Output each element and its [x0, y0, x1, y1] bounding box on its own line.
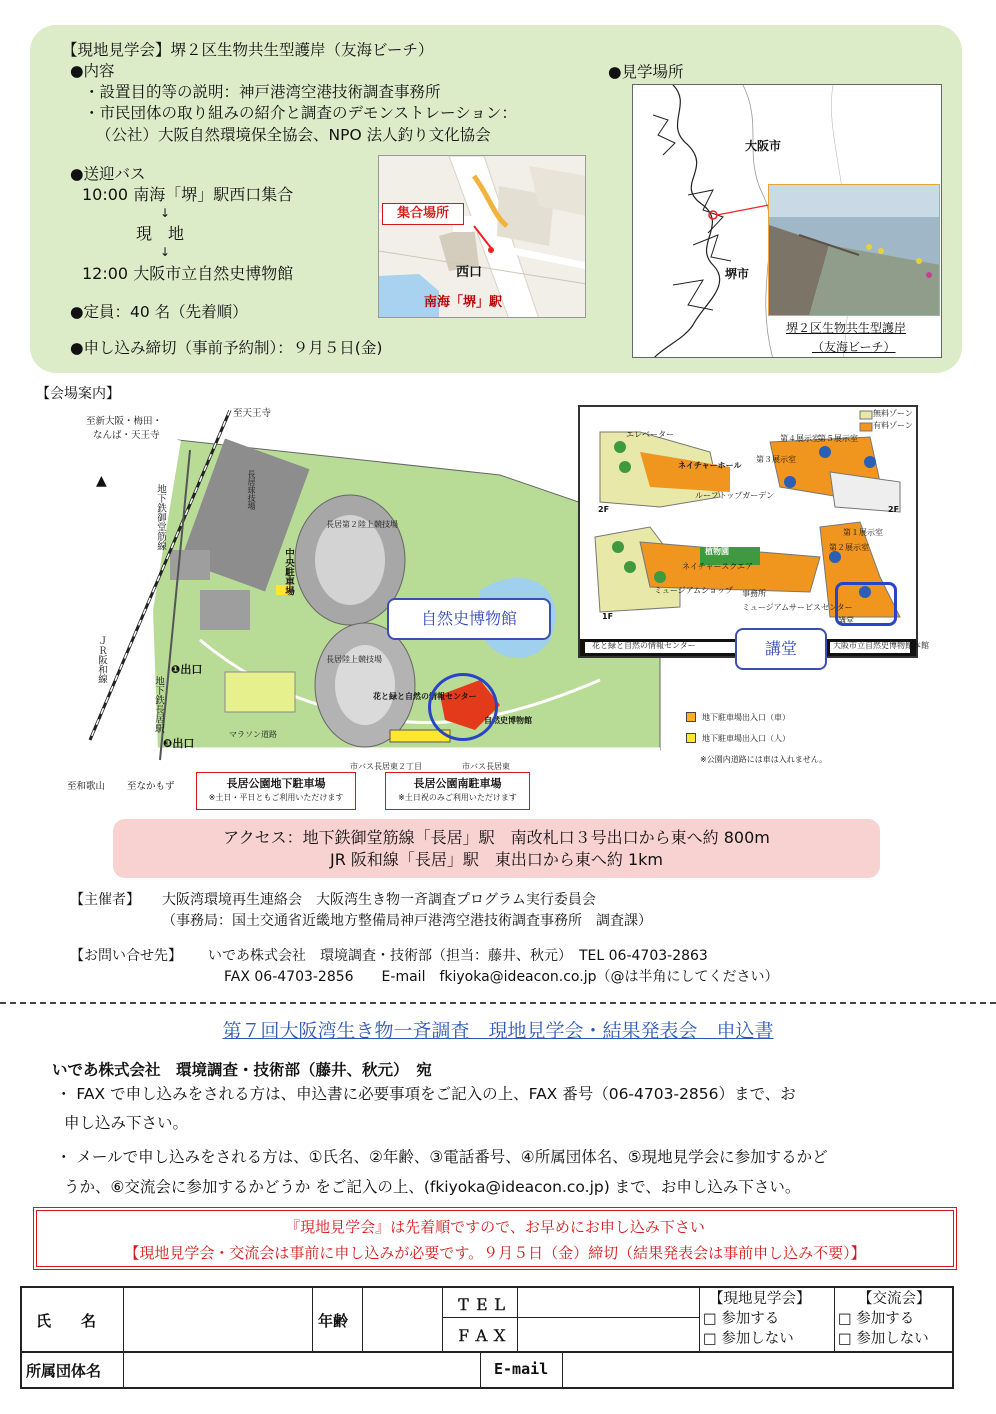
exit-1-label: ❶出口 — [171, 663, 203, 676]
plant-house-label: 植物園 — [705, 547, 729, 556]
floor-2f-label: 2F — [598, 505, 610, 514]
organization-field[interactable] — [125, 1353, 479, 1386]
nature-hall-label: ネイチャーホール — [678, 461, 742, 470]
subway-station-label: 地下鉄長居駅 — [153, 676, 164, 733]
stadium-label: 長居陸上競技場 — [326, 655, 382, 664]
parking-note: ※公園内道路には車は入れません。 — [700, 755, 828, 764]
museum-map-label: 自然史博物館 — [484, 716, 532, 725]
tel-field[interactable] — [519, 1290, 698, 1316]
contact-line-1: いであ株式会社 環境調査・技術部（担当：藤井、秋元） TEL 06-4703-2863 — [208, 948, 708, 964]
to-namba-label: なんば・天王寺 — [93, 430, 160, 441]
age-field[interactable] — [364, 1290, 441, 1350]
marathon-road-label: マラソン道路 — [229, 730, 277, 739]
exhibit-2-label: 第２展示室 — [829, 543, 869, 552]
organizer-line-2: （事務局：国土交通省近畿地方整備局神戸港湾空港技術調査事務所 調査課） — [162, 913, 652, 929]
venue-heading: 【会場案内】 — [36, 386, 120, 402]
fax-instruction-1: ・ FAX で申し込みをされる方は、申込書に必要事項をご記入の上、FAX 番号（06-4703-2856）まで、お — [56, 1085, 796, 1103]
bus-step-arrive: 12:00 大阪市立自然史博物館 — [82, 264, 294, 283]
museum-highlight — [428, 673, 498, 741]
bus-stop-1-label: 市バス長居東２丁目 — [350, 762, 422, 771]
mail-instruction-1: ・ メールで申し込みをされる方は、①氏名、②年齢、③電話番号、④所属団体名、⑤現地見学会に参加するかど — [56, 1148, 828, 1166]
name-label: 氏 名 — [36, 1312, 97, 1330]
legend-free-zone: 無料ゾーン — [873, 409, 913, 418]
access-line-1: アクセス：地下鉄御堂筋線「長居」駅 南改札口３号出口から東へ約 800m — [223, 828, 770, 847]
underground-parking-name: 長居公園地下駐車場 — [226, 777, 326, 790]
exhibit-4-label: 第４展示室 — [780, 434, 820, 443]
form-addressee: いであ株式会社 環境調査・技術部（藤井、秋元） 宛 — [52, 1061, 432, 1079]
jr-line-label: ＪＲ阪和線 — [96, 636, 107, 684]
bus-step-depart: 10:00 南海「堺」駅西口集合 — [82, 185, 294, 204]
roof-garden-label: ルーフトップガーデン — [695, 491, 775, 500]
party-attend-checkbox[interactable]: □ 参加する — [838, 1311, 915, 1327]
tel-label: ＴＥＬ — [456, 1296, 511, 1314]
south-parking-name: 長居公園南駐車場 — [413, 777, 502, 790]
south-parking-box — [385, 772, 530, 810]
elevator-label: エレベーター — [626, 430, 674, 439]
fax-instruction-2: 申し込み下さい。 — [64, 1114, 189, 1132]
exhibit-5-label: 第５展示室 — [818, 434, 858, 443]
south-parking-note: ※土日祝のみご利用いただけます — [398, 793, 517, 802]
lecture-hall-highlight — [835, 582, 897, 626]
bus-heading: ●送迎バス — [70, 165, 146, 183]
form-title: 第７回大阪湾生き物一斉調査 現地見学会・結果発表会 申込書 — [222, 1020, 774, 1042]
beach-caption-2: （友海ビーチ） — [812, 340, 896, 354]
deadline: ●申し込み締切（事前予約制）：９月５日(金) — [70, 339, 383, 357]
organization-label: 所属団体名 — [26, 1362, 102, 1380]
lecture-hall-callout: 講堂 — [735, 628, 827, 670]
parking-legend-person: 地下駐車場出入口（人） — [702, 734, 790, 743]
party-option-heading: 【交流会】 — [858, 1291, 931, 1307]
email-field[interactable] — [564, 1353, 950, 1386]
osaka-city-label: 大阪市 — [745, 139, 782, 153]
notice-line-2: 【現地見学会・交流会は事前に申し込みが必要です。９月５日（金）締切（結果発表会は事前申し込み不要）】 — [124, 1244, 866, 1262]
station-label: 南海「堺」駅 — [424, 295, 503, 310]
content-line-3: （公社）大阪自然環境保全協会、NPO 法人釣り文化協会 — [96, 126, 491, 144]
subway-line-label: 地下鉄御堂筋線 — [155, 484, 166, 551]
flower-center-floor-label: 花と緑と自然の情報センター — [592, 641, 696, 650]
party-not-attend-checkbox[interactable]: □ 参加しない — [838, 1331, 929, 1347]
legend-paid-zone: 有料ゾーン — [873, 421, 913, 430]
to-nakamozu-label: 至なかもず — [127, 781, 175, 792]
beach-caption-1: 堺２区生物共生型護岸 — [786, 321, 907, 335]
content-line-2: ・市民団体の取り組みの紹介と調査のデモンストレーション： — [84, 104, 517, 122]
exhibit-3-label: 第３展示室 — [756, 455, 796, 464]
organizer-line-1: 大阪湾環境再生連絡会 大阪湾生き物一斉調査プログラム実行委員会 — [162, 892, 596, 908]
capacity: ●定員：40 名（先着順） — [70, 303, 248, 321]
access-box — [113, 819, 880, 878]
lecture-hall-map-label: 講堂 — [838, 616, 854, 625]
office-label: 事務所 — [742, 589, 766, 598]
to-shin-osaka-label: 至新大阪・梅田・ — [86, 416, 163, 427]
meeting-point-label: 集合場所 — [382, 203, 464, 225]
stadium-2-label: 長居第２陸上競技場 — [326, 520, 398, 529]
museum-callout: 自然史博物館 — [387, 598, 551, 640]
person-entrance-icon — [686, 733, 696, 743]
underground-parking-box — [196, 772, 356, 810]
car-entrance-icon — [686, 712, 696, 722]
contact-label: 【お問い合せ先】 — [70, 948, 182, 964]
notice-line-1: 『現地見学会』は先着順ですので、お早めにお申し込み下さい — [285, 1218, 705, 1236]
organizer-label: 【主催者】 — [70, 892, 140, 908]
bus-stop-2-label: 市バス長居東 — [462, 762, 510, 771]
museum-main-label: 大阪市立自然史博物館本館 — [833, 641, 929, 650]
access-line-2: JR 阪和線「長居」駅 東出口から東へ約 1km — [329, 850, 664, 869]
to-wakayama-label: 至和歌山 — [67, 781, 106, 792]
parking-legend-car: 地下駐車場出入口（車） — [702, 713, 790, 722]
to-tennoji-label: 至天王寺 — [233, 408, 272, 419]
contact-line-2: FAX 06-4703-2856 E-mail fkiyoka@ideacon.co.jp（@は半角にしてください） — [224, 969, 779, 985]
application-form-table — [20, 1286, 954, 1389]
exit-3-label: ❸出口 — [163, 737, 195, 750]
tour-not-attend-checkbox[interactable]: □ 参加しない — [703, 1331, 794, 1347]
underground-parking-note: ※土日・平日ともご利用いただけます — [208, 793, 344, 802]
name-field[interactable] — [125, 1290, 311, 1350]
arrow-down-icon: ↓ — [160, 206, 171, 220]
museum-shop-label: ミュージアムショップ — [654, 586, 733, 595]
service-center-label: ミュージアムサービスセンター — [742, 603, 853, 612]
content-line-1: ・設置目的等の説明：神戸港湾空港技術調査事務所 — [84, 83, 441, 101]
mail-instruction-2: うか、⑥交流会に参加するかどうか をご記入の上、(fkiyoka@ideacon.co.jp) まで、お申し込み下さい。 — [64, 1178, 801, 1196]
north-arrow-icon: ▲ — [96, 473, 107, 489]
tour-title: 【現地見学会】堺２区生物共生型護岸（友海ビーチ） — [62, 41, 434, 59]
beach-photo — [768, 184, 940, 316]
exhibit-1-label: 第１展示室 — [843, 528, 883, 537]
bus-step-site: 現 地 — [136, 224, 185, 243]
age-label: 年齢 — [318, 1312, 349, 1330]
notice-box — [33, 1207, 957, 1270]
content-heading: ●内容 — [70, 62, 115, 80]
flower-center-label: 花と緑と自然の情報センター — [373, 692, 477, 701]
nature-square-label: ネイチャースクエア — [682, 562, 754, 571]
center-parking-label: 中央駐車場 — [283, 548, 294, 596]
floor-1f-label: 1F — [602, 612, 614, 621]
email-label: E-mail — [494, 1360, 549, 1378]
fax-field[interactable] — [519, 1319, 698, 1350]
cut-line — [0, 1002, 996, 1004]
arrow-down-icon: ↓ — [160, 245, 171, 259]
west-exit-label: 西口 — [456, 265, 483, 280]
location-heading: ●見学場所 — [608, 63, 684, 81]
sakai-city-label: 堺市 — [725, 267, 750, 281]
tour-option-heading: 【現地見学会】 — [709, 1291, 811, 1307]
fax-label: ＦＡＸ — [456, 1327, 511, 1345]
tour-attend-checkbox[interactable]: □ 参加する — [703, 1311, 780, 1327]
floor-2f-right-label: 2F — [888, 505, 900, 514]
ball-park-label: 長居球技場 — [247, 470, 256, 510]
